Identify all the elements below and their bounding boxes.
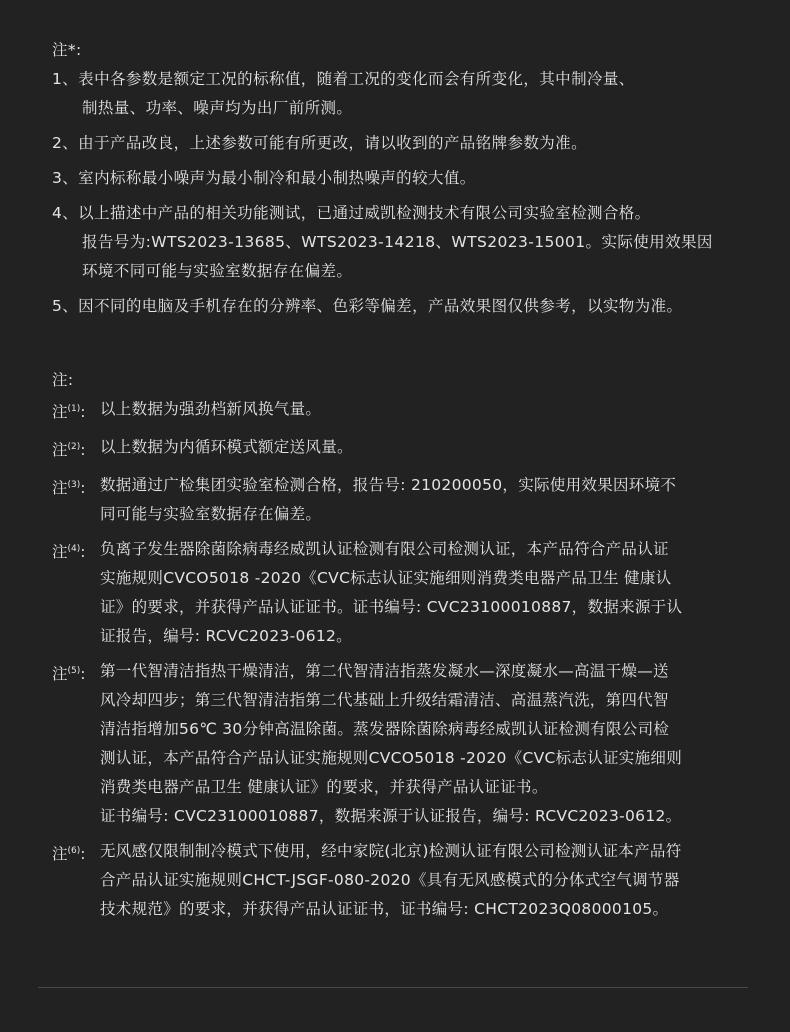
note-1-line-1: 以上数据为强劲档新风换气量。: [100, 400, 322, 418]
note-4-line-1: 负离子发生器除菌除病毒经威凯认证检测有限公司检测认证，本产品符合产品认证: [100, 540, 669, 558]
note-star-4-line-1: 4、以上描述中产品的相关功能测试，已通过威凯检测技术有限公司实验室检测合格。: [52, 204, 651, 222]
note-1: [52, 395, 760, 427]
note-3: [52, 471, 760, 529]
note-1-label: 注$^{(1)}$:: [52, 403, 86, 421]
note-6-line-3: 技术规范》的要求，并获得产品认证证书，证书编号: CHCT2023Q08000105。: [100, 900, 669, 918]
note-5-line-1: 第一代智清洁指热干燥清洁，第二代智清洁指蒸发凝水—深度凝水—高温干燥—送: [100, 662, 669, 680]
notes-star-heading: 注*:: [52, 41, 82, 59]
note-5-line-3: 清洁指增加56℃ 30分钟高温除菌。蒸发器除菌除病毒经威凯认证检测有限公司检: [100, 720, 670, 738]
notes-document: [52, 36, 760, 930]
note-star-1-line-1: 1、表中各参数是额定工况的标称值，随着工况的变化而会有所变化，其中制冷量、: [52, 70, 635, 88]
note-5-line-5: 消费类电器产品卫生 健康认证》的要求，并获得产品认证证书。: [100, 778, 548, 796]
note-5-line-6: 证书编号: CVC23100010887，数据来源于认证报告，编号: RCVC2023-0612。: [100, 807, 682, 825]
note-5: [52, 657, 760, 831]
note-2-line-1: 以上数据为内循环模式额定送风量。: [100, 438, 353, 456]
note-star-5: 5、因不同的电脑及手机存在的分辨率、色彩等偏差，产品效果图仅供参考，以实物为准。: [52, 297, 683, 315]
note-4-label: 注$^{(4)}$:: [52, 543, 86, 561]
notes-heading: 注:: [52, 371, 74, 389]
note-5-line-4: 测认证，本产品符合产品认证实施规则CVCO5018 -2020《CVC标志认证实施细则: [100, 749, 683, 767]
bottom-divider: [38, 987, 748, 988]
note-2: [52, 433, 760, 465]
note-4-line-4: 证报告，编号: RCVC2023-0612。: [100, 627, 352, 645]
note-2-label: 注$^{(2)}$:: [52, 441, 86, 459]
note-3-line-2: 同可能与实验室数据存在偏差。: [100, 505, 322, 523]
note-star-1-line-2: 制热量、功率、噪声均为出厂前所测。: [82, 99, 353, 117]
note-3-label: 注$^{(3)}$:: [52, 479, 86, 497]
note-5-label: 注$^{(5)}$:: [52, 665, 86, 683]
note-6-line-2: 合产品认证实施规则CHCT-JSGF-080-2020《具有无风感模式的分体式空气调节器: [100, 871, 680, 889]
note-6: [52, 837, 760, 924]
note-4-line-2: 实施规则CVCO5018 -2020《CVC标志认证实施细则消费类电器产品卫生 健康认: [100, 569, 672, 587]
note-star-4-line-3: 环境不同可能与实验室数据存在偏差。: [82, 262, 353, 280]
note-star-4-line-2: 报告号为:WTS2023-13685、WTS2023-14218、WTS2023-15001。实际使用效果因: [82, 233, 713, 251]
note-3-line-1: 数据通过广检集团实验室检测合格，报告号: 210200050，实际使用效果因环境不: [100, 476, 677, 494]
note-5-line-2: 风冷却四步；第三代智清洁指第二代基础上升级结霜清洁、高温蒸汽洗，第四代智: [100, 691, 669, 709]
note-4: [52, 535, 760, 651]
note-star-2: 2、由于产品改良，上述参数可能有所更改，请以收到的产品铭牌参数为准。: [52, 134, 587, 152]
note-star-3: 3、室内标称最小噪声为最小制冷和最小制热噪声的较大值。: [52, 169, 476, 187]
note-4-line-3: 证》的要求，并获得产品认证证书。证书编号: CVC23100010887，数据来源于认: [100, 598, 683, 616]
note-6-line-1: 无风感仅限制制冷模式下使用，经中家院(北京)检测认证有限公司检测认证本产品符: [100, 842, 682, 860]
note-6-label: 注$^{(6)}$:: [52, 845, 86, 863]
